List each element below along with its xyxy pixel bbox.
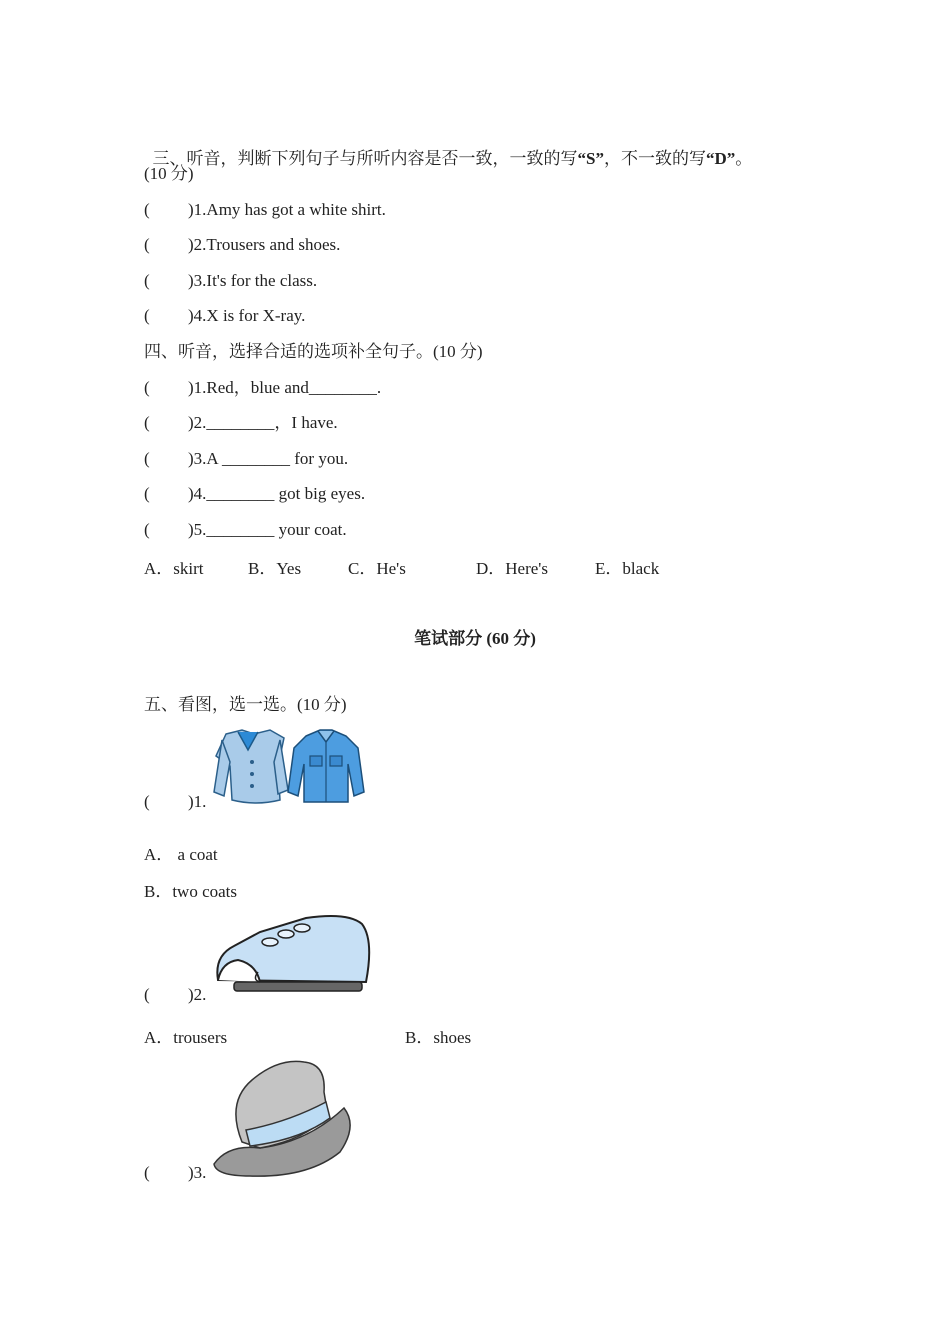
item-text: )1.Red，blue and________. (188, 378, 382, 397)
written-part-heading: 笔试部分 (60 分) (414, 629, 536, 648)
option-e: E．black (595, 559, 660, 578)
section3-title-end: 。 (735, 149, 753, 168)
answer-blank[interactable]: ( (144, 792, 150, 811)
option-c: C．He's (348, 559, 406, 578)
answer-blank[interactable]: ( (144, 413, 150, 432)
answer-blank[interactable]: ( (144, 520, 150, 539)
section5-q2 (144, 984, 206, 1006)
item-text: )4.________ got big eyes. (188, 484, 366, 503)
section4-item-1 (144, 377, 381, 399)
item-text: )3.A ________ for you. (188, 449, 349, 468)
section4-item-4 (144, 483, 365, 505)
section4-item-3 (144, 448, 348, 470)
q2-option-b: B．shoes (405, 1028, 472, 1047)
answer-blank[interactable]: ( (144, 449, 150, 468)
q2-option-a: A．trousers (144, 1028, 228, 1047)
section3-d-mark: “D” (705, 149, 736, 168)
item-text: )1.Amy has got a white shirt. (188, 200, 386, 219)
section3-item-3 (144, 270, 317, 292)
section3-title-text: 三、听音，判断下列句子与所听内容是否一致，一致的写 (152, 149, 578, 168)
item-text: )1. (188, 792, 207, 811)
section4-item-5 (144, 519, 347, 541)
hat-icon (214, 1061, 350, 1176)
section3-item-1 (144, 199, 386, 221)
answer-blank[interactable]: ( (144, 378, 150, 397)
section4-item-2 (144, 412, 338, 434)
section5-q3 (144, 1162, 206, 1184)
item-text: )2. (188, 985, 207, 1004)
section3-item-4 (144, 305, 305, 327)
hat-picture (208, 1056, 354, 1182)
option-a: A．skirt (144, 559, 204, 578)
answer-blank[interactable]: ( (144, 484, 150, 503)
section3-title-text-2: ，不一致的写 (603, 149, 706, 168)
answer-blank[interactable]: ( (144, 1163, 150, 1182)
item-text: )3. (188, 1163, 207, 1182)
two-coats-picture (208, 726, 368, 808)
item-text: )3.It's for the class. (188, 271, 318, 290)
q1-option-b: B．two coats (144, 882, 238, 901)
item-text: )2.________，I have. (188, 413, 338, 432)
shoe-icon (217, 916, 369, 991)
answer-blank[interactable]: ( (144, 306, 150, 325)
section3-s-mark: “S” (577, 149, 604, 168)
suit-jacket-icon (214, 730, 288, 803)
section3-item-2 (144, 234, 340, 256)
section5-title: 五、看图，选一选。(10 分) (144, 695, 347, 714)
item-text: )5.________ your coat. (188, 520, 347, 539)
answer-blank[interactable]: ( (144, 985, 150, 1004)
option-d: D．Here's (476, 559, 548, 578)
section4-title: 四、听音，选择合适的选项补全句子。(10 分) (144, 342, 483, 361)
item-text: )2.Trousers and shoes. (188, 235, 341, 254)
answer-blank[interactable]: ( (144, 200, 150, 219)
answer-blank[interactable]: ( (144, 235, 150, 254)
q1-option-a: A． a coat (144, 845, 218, 864)
shoe-picture (208, 910, 374, 998)
item-text: )4.X is for X-ray. (188, 306, 306, 325)
section3-title (144, 126, 752, 170)
denim-jacket-icon (288, 730, 364, 802)
option-b: B．Yes (248, 559, 302, 578)
section3-points: (10 分) (144, 164, 194, 183)
section5-q1 (144, 791, 206, 813)
answer-blank[interactable]: ( (144, 271, 150, 290)
